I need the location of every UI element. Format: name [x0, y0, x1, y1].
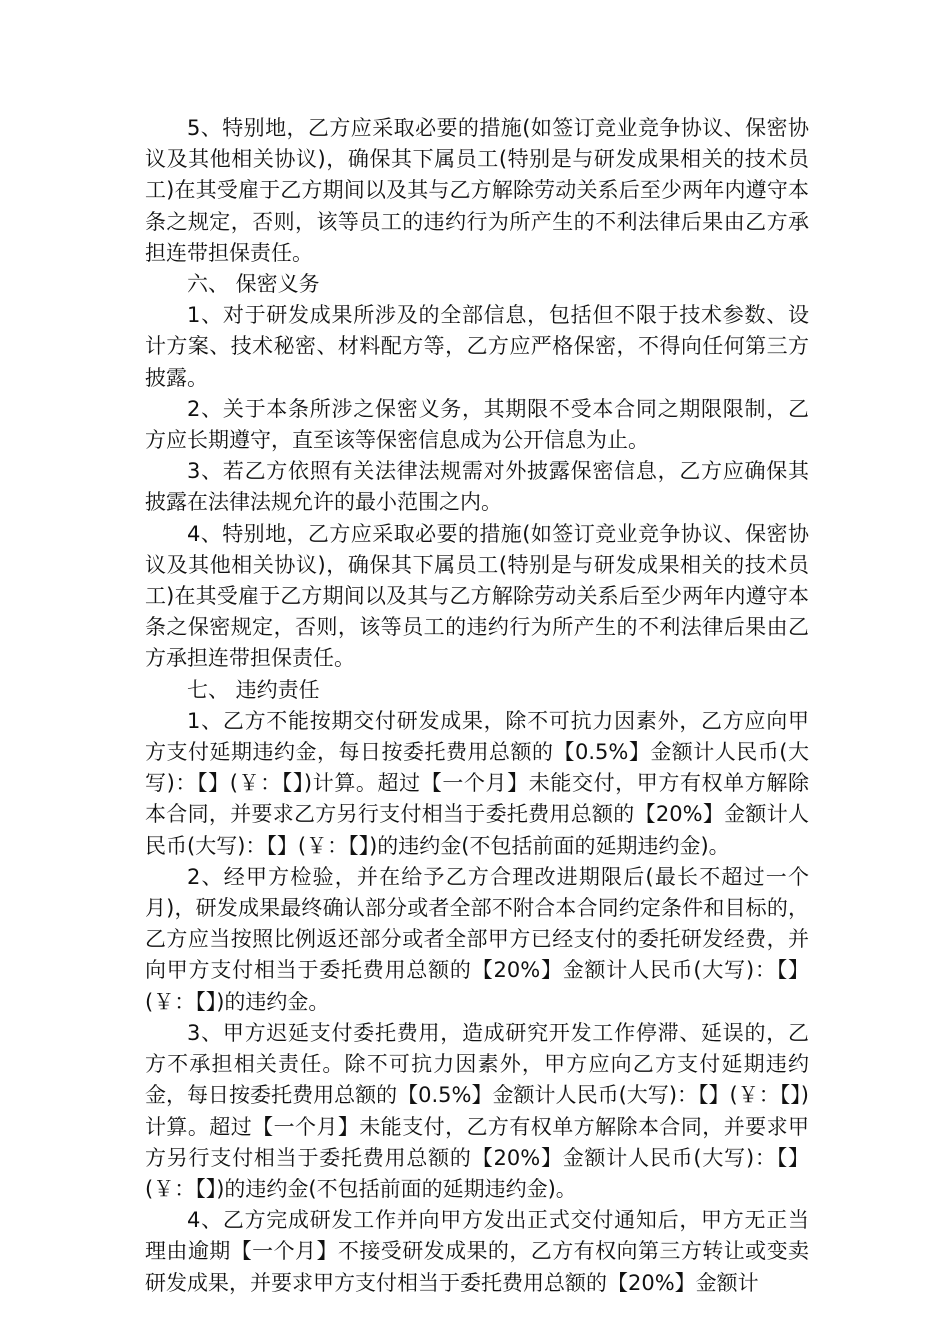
clause-6-2: 2、关于本条所涉之保密义务，其期限不受本合同之期限限制，乙方应长期遵守，直至该等保密信息成为公开信息为止。 [145, 396, 809, 453]
clause-6-1: 1、对于研发成果所涉及的全部信息，包括但不限于技术参数、设计方案、技术秘密、材料配方等，乙方应严格保密，不得向任何第三方披露。 [145, 303, 809, 390]
clause-5-non-compete: 5、特别地，乙方应采取必要的措施(如签订竞业竞争协议、保密协议及其他相关协议)，确保其下属员工(特别是与研发成果相关的技术员工)在其受雇于乙方期间以及其与乙方解除劳动关系后至少两年内遵守本条之规定，否则，该等员工的违约行为所产生的不利法律后果由乙方承担连带担保责任。 [145, 116, 809, 265]
clause-7-1: 1、乙方不能按期交付研发成果，除不可抗力因素外，乙方应向甲方支付延期违约金，每日按委托费用总额的【0.5%】金额计人民币(大写)：【】(￥：【】)计算。超过【一个月】未能交付，甲方有权单方解除本合同，并要求乙方另行支付相当于委托费用总额的【20%】金额计人民币(大写)：【】(￥：【】)的违约金(不包括前面的延期违约金)。 [145, 708, 809, 858]
section-heading-breach-liability: 七、 违约责任 [187, 677, 320, 702]
clause-7-3: 3、甲方迟延支付委托费用，造成研究开发工作停滞、延误的，乙方不承担相关责任。除不可抗力因素外，甲方应向乙方支付延期违约金，每日按委托费用总额的【0.5%】金额计人民币(大写)：【】(￥：【】)计算。超过【一个月】未能支付，乙方有权单方解除本合同，并要求甲方另行支付相当于委托费用总额的【20%】金额计人民币(大写)：【】(￥：【】)的违约金(不包括前面的延期违约金)。 [145, 1020, 809, 1201]
clause-6-4: 4、特别地，乙方应采取必要的措施(如签订竞业竞争协议、保密协议及其他相关协议)，确保其下属员工(特别是与研发成果相关的技术员工)在其受雇于乙方期间以及其与乙方解除劳动关系后至少两年内遵守本条之保密规定，否则，该等员工的违约行为所产生的不利法律后果由乙方承担连带担保责任。 [145, 521, 809, 671]
document-page [145, 113, 809, 1299]
clause-7-4: 4、乙方完成研发工作并向甲方发出正式交付通知后，甲方无正当理由逾期【一个月】不接受研发成果的，乙方有权向第三方转让或变卖研发成果，并要求甲方支付相当于委托费用总额的【20%】金额计 [145, 1208, 809, 1295]
clause-6-3: 3、若乙方依照有关法律法规需对外披露保密信息，乙方应确保其披露在法律法规允许的最小范围之内。 [145, 459, 809, 515]
section-heading-confidentiality: 六、 保密义务 [187, 272, 320, 297]
clause-7-2: 2、经甲方检验，并在给予乙方合理改进期限后(最长不超过一个月)，研发成果最终确认部分或者全部不附合本合同约定条件和目标的，乙方应当按照比例返还部分或者全部甲方已经支付的委托研发经费，并向甲方支付相当于委托费用总额的【20%】金额计人民币(大写)：【】(￥：【】)的违约金。 [145, 864, 809, 1014]
